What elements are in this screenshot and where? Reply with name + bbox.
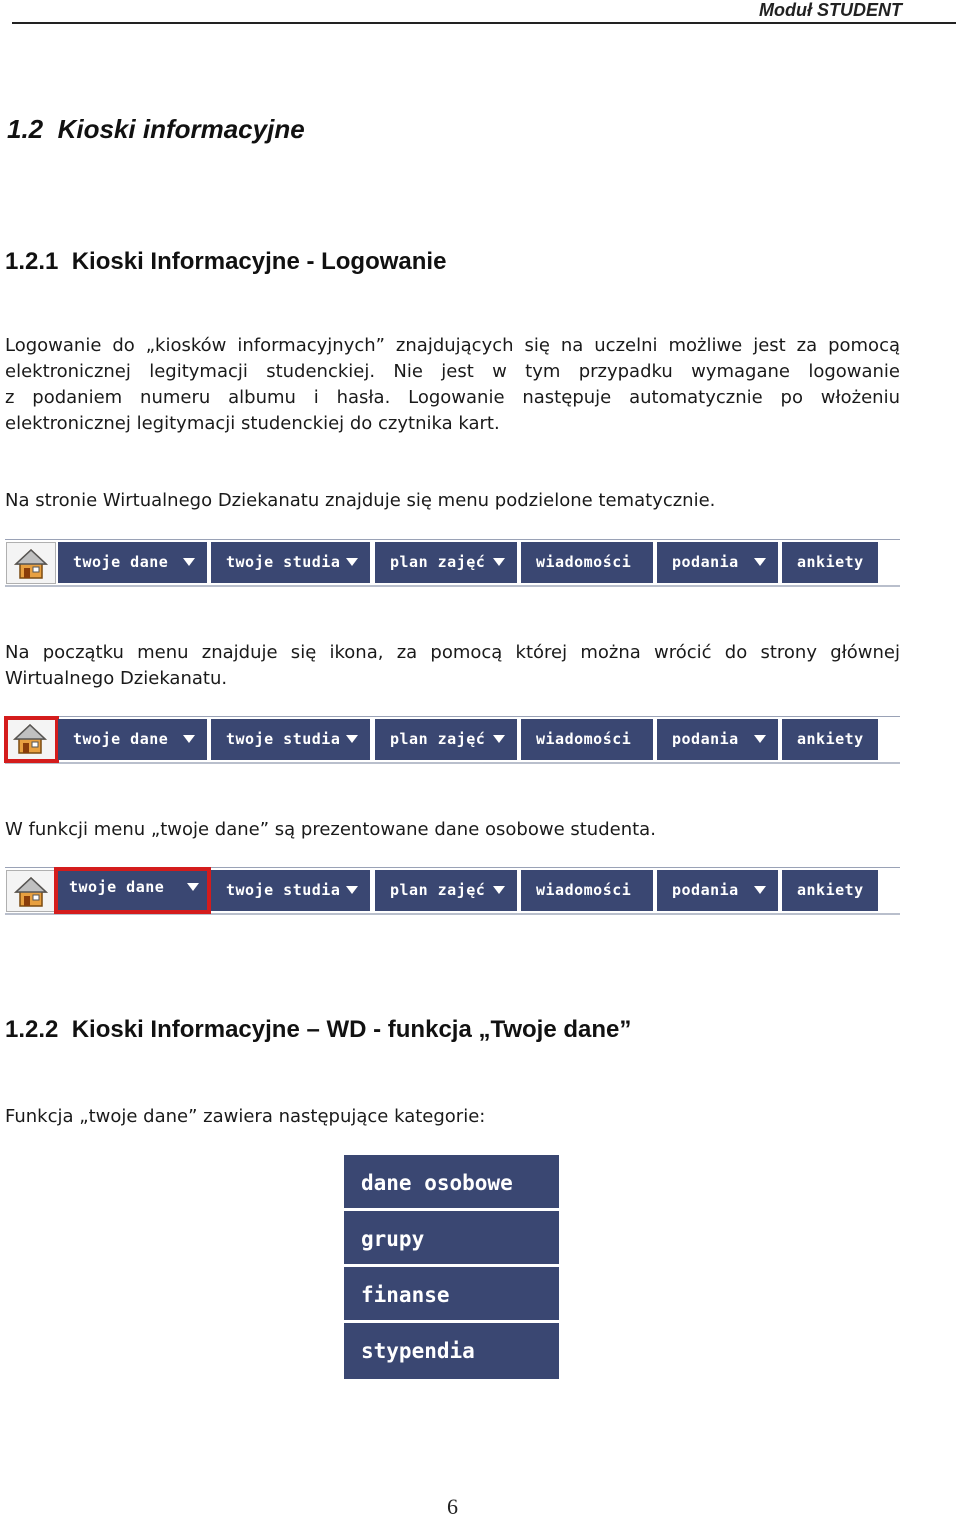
menu-tab-label: plan zajęć [390,553,486,571]
home-icon [13,723,47,755]
category-item-stypendia[interactable]: stypendia [344,1323,559,1379]
paragraph-categories-intro: Funkcja „twoje dane” zawiera następujące kategorie: [5,1106,486,1127]
paragraph-login [5,333,900,437]
menu-tab-label: twoje studia [226,881,341,899]
section-heading-1-2-1: 1.2.1 Kioski Informacyjne - Logowanie [5,248,447,275]
menu-tab-label: wiadomości [536,553,632,571]
menu-tab-label: podania [672,553,739,571]
menu-tab-podania[interactable] [657,542,778,583]
menu-tab-twoje-studia[interactable] [211,542,370,583]
paragraph-line: elektronicznej legitymacji studenckiej do czytnika kart. [5,413,500,434]
menu-tab-label: podania [672,881,739,899]
menu-tab-plan-zajec[interactable] [375,870,517,911]
home-button[interactable] [6,870,56,912]
menu-tab-ankiety[interactable] [782,870,878,911]
chevron-down-icon [754,735,766,743]
menu-bar [5,716,900,764]
home-button[interactable] [6,542,56,584]
chevron-down-icon [754,558,766,566]
menu-tab-podania[interactable] [657,719,778,760]
chevron-down-icon [346,735,358,743]
chevron-down-icon [493,558,505,566]
menu-tab-label: twoje studia [226,730,341,748]
paragraph-home-icon [5,640,900,692]
menu-tab-label: twoje dane [73,553,169,571]
menu-tab-label: wiadomości [536,881,632,899]
menu-bar [5,539,900,587]
document-header-title: Moduł STUDENT [759,0,902,20]
chevron-down-icon [346,558,358,566]
section-heading-1-2-2: 1.2.2 Kioski Informacyjne – WD - funkcja „Twoje dane” [5,1016,632,1043]
home-button[interactable] [4,716,59,763]
paragraph-line: Na początku menu znajduje się ikona, za pomocą której można wrócić do strony głównej [5,642,900,663]
menu-tab-ankiety[interactable] [782,542,878,583]
menu-tab-label: ankiety [797,553,864,571]
menu-tab-label: twoje studia [226,553,341,571]
category-item-dane-osobowe[interactable]: dane osobowe [344,1155,559,1211]
menu-tab-twoje-dane[interactable] [54,867,211,914]
menu-tab-label: ankiety [797,730,864,748]
paragraph-line: Logowanie do „kiosków informacyjnych” znajdujących się na uczelni możliwe jest za pomocą [5,335,900,356]
menu-tab-wiadomosci[interactable] [521,542,653,583]
menu-tab-label: plan zajęć [390,730,486,748]
menu-tab-twoje-dane[interactable] [58,719,207,760]
menu-tab-label: plan zajęć [390,881,486,899]
paragraph-line: Wirtualnego Dziekanatu. [5,668,228,689]
category-menu [344,1155,559,1379]
header-rule [12,22,956,24]
chevron-down-icon [346,886,358,894]
home-icon [14,548,48,580]
menu-tab-podania[interactable] [657,870,778,911]
menu-tab-wiadomosci[interactable] [521,870,653,911]
category-item-grupy[interactable]: grupy [344,1211,559,1267]
chevron-down-icon [187,883,199,891]
menu-tab-ankiety[interactable] [782,719,878,760]
home-icon [14,876,48,908]
menu-bar [5,867,900,915]
page-number: 6 [447,1494,458,1519]
menu-tab-plan-zajec[interactable] [375,542,517,583]
paragraph-line: z podaniem numeru albumu i hasła. Logowanie następuje automatycznie po włożeniu [5,387,900,408]
paragraph-menu-intro: Na stronie Wirtualnego Dziekanatu znajduje się menu podzielone tematycznie. [5,490,716,511]
menu-tab-twoje-studia[interactable] [211,870,370,911]
paragraph-line: elektronicznej legitymacji studenckiej. Nie jest w tym przypadku wymagane logowanie [5,361,900,382]
chevron-down-icon [183,558,195,566]
menu-tab-wiadomosci[interactable] [521,719,653,760]
category-item-finanse[interactable]: finanse [344,1267,559,1323]
chevron-down-icon [493,886,505,894]
chevron-down-icon [493,735,505,743]
menu-tab-label: podania [672,730,739,748]
menu-tab-label: ankiety [797,881,864,899]
chevron-down-icon [183,735,195,743]
menu-tab-plan-zajec[interactable] [375,719,517,760]
menu-tab-twoje-studia[interactable] [211,719,370,760]
paragraph-twoje-dane: W funkcji menu „twoje dane” są prezentowane dane osobowe studenta. [5,819,656,840]
menu-tab-label: twoje dane [73,730,169,748]
menu-tab-twoje-dane[interactable] [58,542,207,583]
chevron-down-icon [754,886,766,894]
menu-tab-label: twoje dane [69,878,165,896]
section-heading-1-2: 1.2 Kioski informacyjne [7,114,305,144]
menu-tab-label: wiadomości [536,730,632,748]
